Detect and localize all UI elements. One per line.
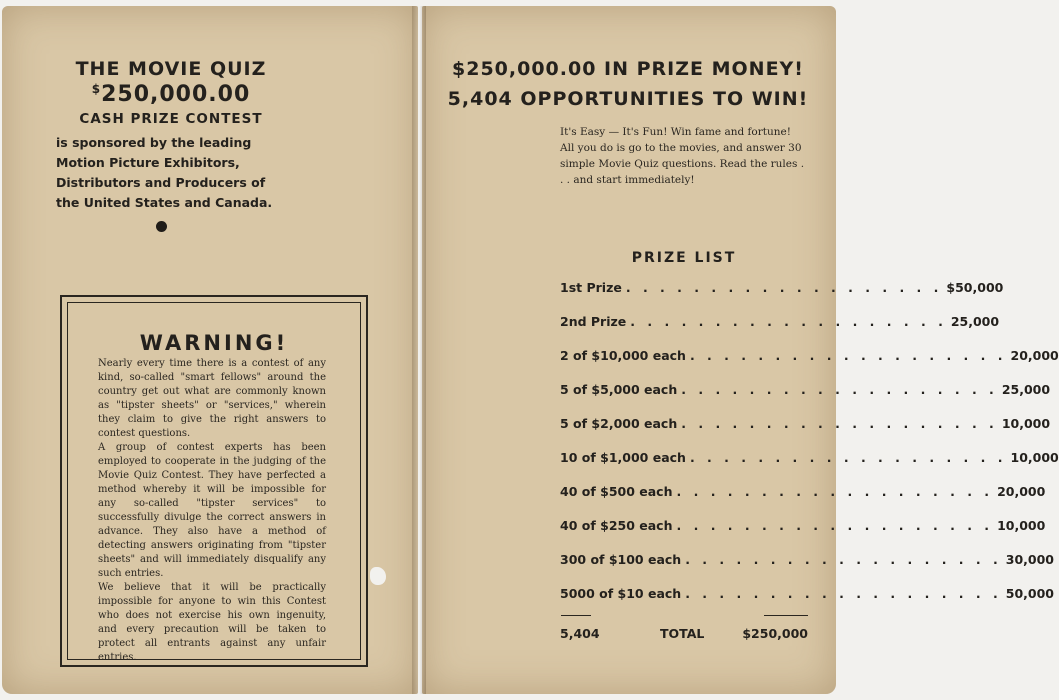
prize-label: 300 of $100 each [560, 552, 682, 567]
prize-label: 5 of $2,000 each [560, 416, 678, 431]
dot-leader: . . . . . . . . . . . . . . . . . . . [676, 518, 994, 533]
headline-prize-money: $250,000.00 IN PRIZE MONEY! [452, 58, 804, 80]
prize-amount: 30,000 [1005, 552, 1054, 567]
prize-amount: $50,000 [946, 280, 1004, 295]
prize-row [560, 416, 1051, 436]
prize-row [560, 518, 1046, 538]
total-count-rule [561, 615, 591, 616]
warning-title: WARNING! [139, 331, 289, 355]
contest-subtitle: CASH PRIZE CONTEST [79, 111, 263, 127]
prize-label: 40 of $250 each [560, 518, 673, 533]
prize-label: 2 of $10,000 each [560, 348, 686, 363]
warning-paragraph: Nearly every time there is a contest of any kind, so-called "smart fellows" around the country get out what are commonly known as "tipster sheets" or "services," wherein they claim to give the right answers to contest questions. [98, 358, 326, 439]
total-amount-rule [764, 615, 808, 616]
total-count: 5,404 [560, 626, 600, 641]
contest-title: THE MOVIE QUIZ [75, 58, 267, 80]
prize-row [560, 586, 1054, 606]
dot-leader: . . . . . . . . . . . . . . . . . . . [676, 484, 994, 499]
prize-row [560, 348, 1059, 368]
warning-paragraph: We believe that it will be practically impossible for anyone to win this Contest who does not exercise his own ingenuity, and every precaution will be taken to protect all entrants against any unfair entries. [98, 582, 326, 663]
paper-damage-hole [370, 567, 386, 585]
contest-amount [56, 82, 286, 107]
prize-row [560, 450, 1059, 470]
amount-dollar-sign: $ [91, 82, 102, 96]
prize-row [560, 552, 1054, 572]
warning-text [98, 357, 326, 665]
prize-label: 40 of $500 each [560, 484, 673, 499]
intro-text: It's Easy — It's Fun! Win fame and fortune! All you do is go to the movies, and answer 30 simple Movie Quiz questions. Read the rules . . . and start immediately! [560, 126, 805, 186]
total-row [560, 626, 808, 646]
prize-label: 2nd Prize [560, 314, 627, 329]
prize-list-title: PRIZE LIST [631, 250, 737, 266]
contest-header [56, 58, 286, 213]
dot-leader: . . . . . . . . . . . . . . . . . . . [681, 416, 998, 431]
book-gutter [412, 6, 426, 694]
prize-row [560, 314, 1000, 334]
prize-amount: 10,000 [1010, 450, 1059, 465]
bullet-ornament [156, 221, 167, 232]
prize-amount: 10,000 [1001, 416, 1051, 431]
dot-leader: . . . . . . . . . . . . . . . . . . . [630, 314, 947, 329]
dot-leader: . . . . . . . . . . . . . . . . . . . [689, 348, 1007, 363]
prize-amount: 10,000 [997, 518, 1046, 533]
total-label: TOTAL [660, 626, 705, 641]
prize-row [560, 484, 1046, 504]
prize-amount: 20,000 [1010, 348, 1059, 363]
dot-leader: . . . . . . . . . . . . . . . . . . . [681, 382, 998, 397]
dot-leader: . . . . . . . . . . . . . . . . . . . [625, 280, 943, 295]
dot-leader: . . . . . . . . . . . . . . . . . . . [685, 552, 1002, 567]
amount-value: 250,000.00 [101, 82, 251, 107]
prize-row [560, 280, 1004, 300]
prize-label: 5 of $5,000 each [560, 382, 678, 397]
prize-amount: 20,000 [997, 484, 1046, 499]
warning-box [60, 295, 368, 667]
prize-label: 1st Prize [560, 280, 622, 295]
dot-leader: . . . . . . . . . . . . . . . . . . . [685, 586, 1002, 601]
prize-label: 10 of $1,000 each [560, 450, 686, 465]
prize-row [560, 382, 1051, 402]
total-amount: $250,000 [742, 626, 808, 641]
prize-amount: 25,000 [1001, 382, 1051, 397]
headline-opportunities: 5,404 OPPORTUNITIES TO WIN! [447, 88, 809, 110]
prize-label: 5000 of $10 each [560, 586, 682, 601]
prize-amount: 25,000 [950, 314, 1000, 329]
prize-amount: 50,000 [1005, 586, 1054, 601]
sponsor-text: is sponsored by the leading Motion Picture Exhibitors, Distributors and Producers of the United States and Canada. [56, 135, 273, 210]
prize-headlines [430, 58, 826, 118]
dot-leader: . . . . . . . . . . . . . . . . . . . [689, 450, 1007, 465]
warning-paragraph: A group of contest experts has been employed to cooperate in the judging of the Movie Quiz Contest. They have perfected a method whereby it will be impossible for any so-called "tipster services" to successfully divulge the correct answers in advance. They also have a method of detecting answers originating from "tipster sheets" and will immediately disqualify any such entries. [98, 442, 326, 579]
